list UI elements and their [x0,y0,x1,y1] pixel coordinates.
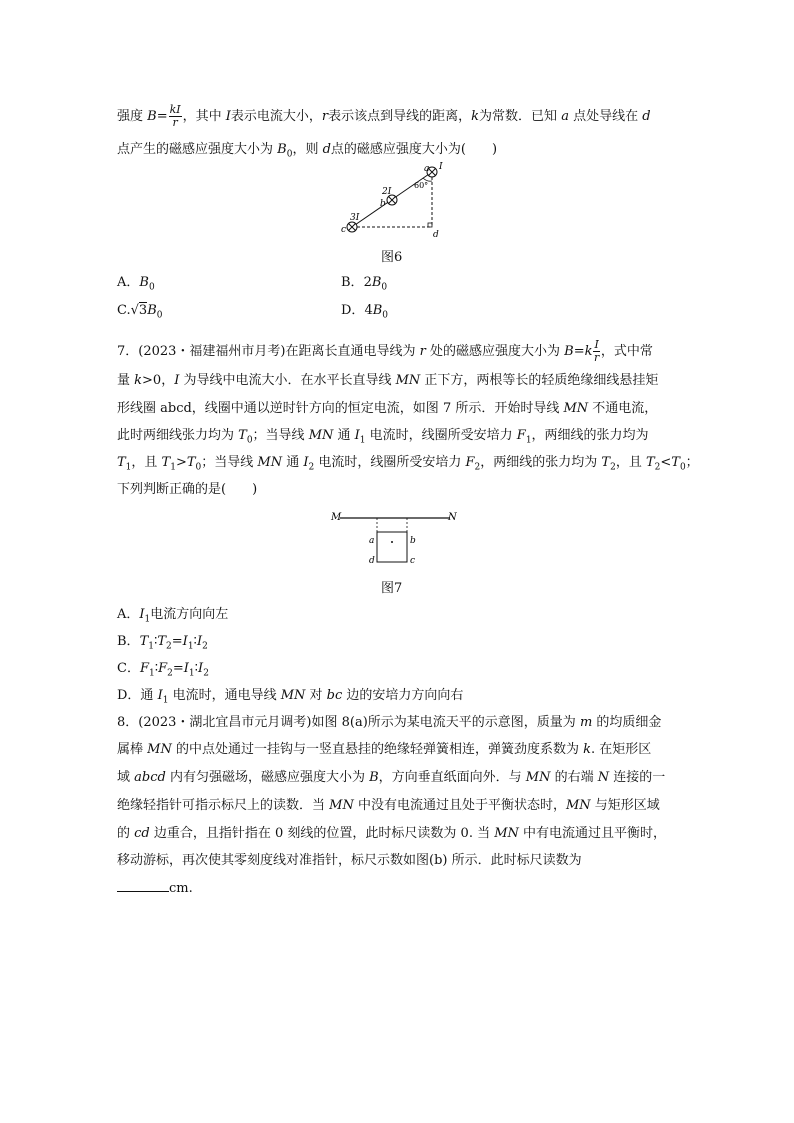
label-M: M [331,512,342,523]
coil-abcd [377,532,407,562]
sqrt-icon: √ [130,303,139,318]
label-d: d [433,230,439,240]
label-I: I [439,162,443,172]
q6-line1: 强度 B= $\frac{kI}{r}$ ，其中 I表示电流大小，r表示该点到导线的距离，k为常数．已知 a 点处导线在 d [117,103,651,129]
q8-line3: 域 abcd 内有匀强磁场，磁感应强度大小为 B，方向垂直纸面向外．与 MN 的右端 N 连接的一 [117,770,666,785]
figure-7-caption: 图7 [381,581,403,596]
q8-line7: cm. [117,879,193,898]
wire-c-icon [347,222,357,232]
q6-option-a: A．$B_0$ [117,275,155,293]
figure-7-diagram [325,508,465,570]
q7-option-d: D．通 $I_1$ 电流时，通电导线 MN 对 bc 边的安培力方向向右 [117,688,464,706]
answer-blank[interactable] [117,879,169,892]
label-2I: 2I [382,187,392,197]
q7-line1: 7．(2023・福建福州市月考)在距离长直通电导线为 r 处的磁感应强度大小为 B=k $\frac{I}{r}$ ，式中常 [117,338,653,364]
fraction-kI-over-r: $\frac{kI}{r}$ [169,103,181,129]
q7-line3: 形线圈 abcd，线圈中通以逆时针方向的恒定电流，如图 7 所示．开始时导线 MN 不通电流， [117,401,658,416]
label-a: a [369,536,375,546]
label-a: a [424,164,430,174]
fraction-I-over-r: $\frac{I}{r}$ [594,338,600,364]
label-b: b [380,199,386,209]
q7-line6: 下列判断正确的是( ) [117,482,258,497]
right-angle-mark [428,223,432,227]
q7-option-a: A．$I_1$电流方向向左 [117,607,229,625]
q6-line2: 点产生的磁感应强度大小为 $B_0$，则 d点的磁感应强度大小为( ) [117,142,498,160]
label-b: b [410,536,416,546]
q8-line6: 移动游标，再次使其零刻度线对准指针，标尺示数如图(b) 所示．此时标尺读数为 [117,853,582,868]
figure-6-caption: 图6 [381,250,403,265]
q6-option-c: $C.√3B_0$ [117,303,163,321]
label-c: c [341,225,347,235]
label-N: N [448,512,457,523]
coil-dot [391,541,393,543]
q7-option-c: C．$F_1∶F_2=I_1∶I_2$ [117,661,209,679]
q7-line2: 量 k>0，I 为导线中电流大小．在水平长直导线 MN 正下方，两根等长的轻质绝缘细线悬挂矩 [117,373,659,388]
label-3I: 3I [350,213,360,223]
figure-6-diagram [330,160,450,240]
label-d: d [369,556,375,566]
label-angle: 60° [414,181,429,190]
q8-line5: 的 cd 边重合，且指针指在 0 刻线的位置，此时标尺读数为 0. 当 MN 中有电流通过且平衡时， [117,826,667,841]
q7-line5: $T_1$，且 $T_1>T_0$；当导线 MN 通 $I_2$ 电流时，线圈所受安培力 $F_2$，两细线的张力均为 $T_2$，且 $T_2<T_0$； [117,455,699,473]
q7-line4: 此时两细线张力均为 $T_0$；当导线 MN 通 $I_1$ 电流时，线圈所受安培力 $F_1$，两细线的张力均为 [117,428,649,446]
q6-option-d: D．$4B_0$ [341,303,389,321]
q8-line4: 绝缘轻指针可指示标尺上的读数．当 MN 中没有电流通过且处于平衡状态时，MN 与矩形区域 [117,798,660,813]
q8-line1: 8．(2023・湖北宜昌市元月调考)如图 8(a)所示为某电流天平的示意图，质量为 m 的均质细金 [117,715,662,730]
q7-option-b: B．$T_1∶T_2=I_1∶I_2$ [117,634,208,652]
q8-line2: 属棒 MN 的中点处通过一挂钩与一竖直悬挂的绝缘轻弹簧相连，弹簧劲度系数为 k. 在矩形区 [117,742,652,757]
label-c: c [410,556,416,566]
q6-option-b: B．$2B_0$ [341,275,388,293]
